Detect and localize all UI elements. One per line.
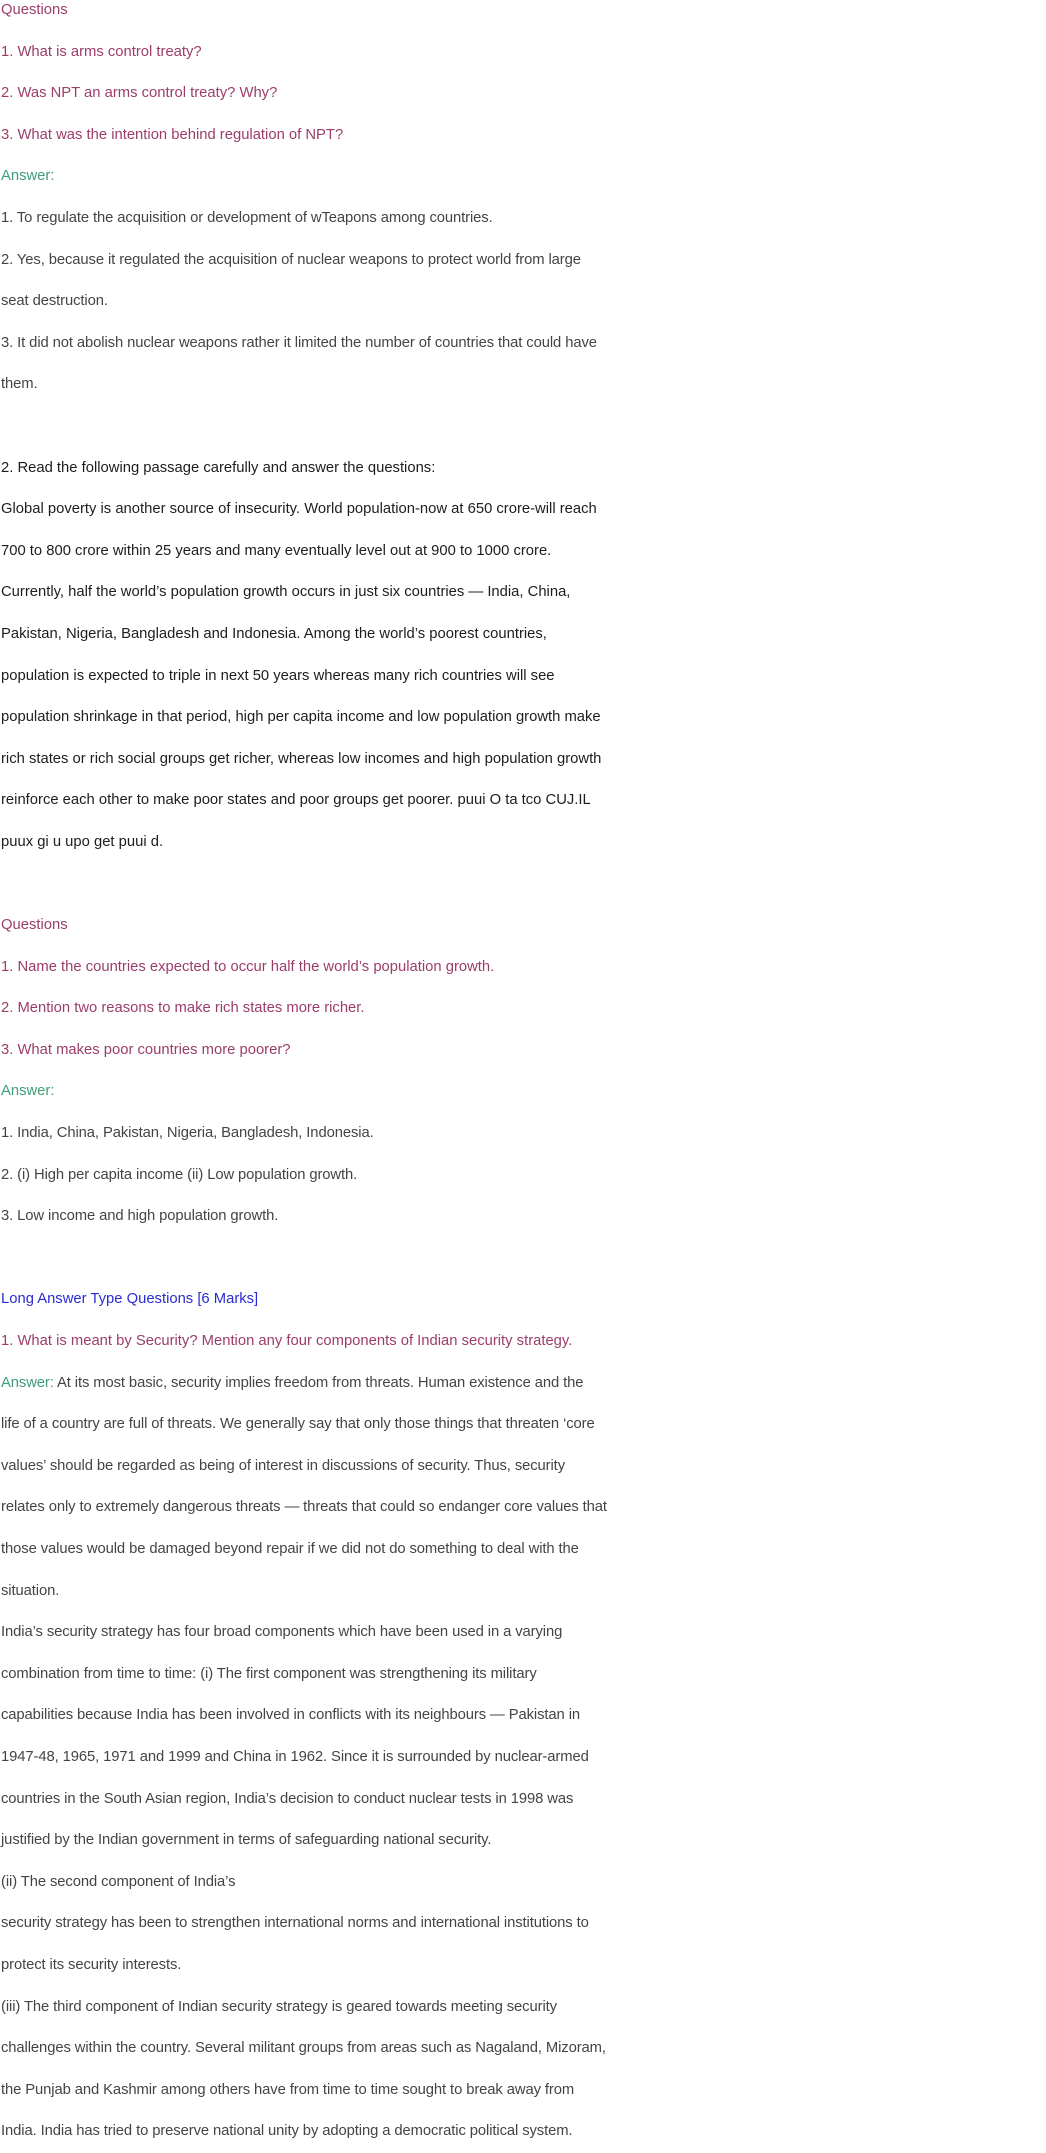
question-item: 3. What makes poor countries more poorer? <box>1 1041 291 1058</box>
answer-line: 2. (i) High per capita income (ii) Low population growth. <box>1 1166 358 1183</box>
answer-line: (ii) The second component of India’s <box>1 1873 236 1890</box>
answer-label: Answer: <box>1 1374 54 1391</box>
answer-line: those values would be damaged beyond repair if we did not do something to deal with the <box>1 1540 579 1557</box>
question-item: 1. What is meant by Security? Mention any four components of Indian security strategy. <box>1 1333 573 1349</box>
passage-line: 700 to 800 crore within 25 years and many eventually level out at 900 to 1000 crore. <box>1 542 552 559</box>
answer-line: (iii) The third component of Indian security strategy is geared towards meeting security <box>1 1998 557 2015</box>
answer-line: countries in the South Asian region, India’s decision to conduct nuclear tests in 1998 was <box>1 1790 574 1807</box>
answer-line: 1. To regulate the acquisition or development of wTeapons among countries. <box>1 209 493 226</box>
answer-line: justified by the Indian government in terms of safeguarding national security. <box>1 1832 492 1849</box>
answer-line: India. India has tried to preserve national unity by adopting a democratic political system. <box>1 2123 573 2140</box>
section-heading: Long Answer Type Questions [6 Marks] <box>1 1291 259 1308</box>
answer-line: them. <box>1 376 38 393</box>
answer-line: 1. India, China, Pakistan, Nigeria, Bangladesh, Indonesia. <box>1 1125 374 1142</box>
answer-line: values’ should be regarded as being of interest in discussions of security. Thus, security <box>1 1457 565 1474</box>
passage-line: reinforce each other to make poor states and poor groups get poorer. puui O ta tco CUJ.IL <box>1 792 591 809</box>
answer-line: protect its security interests. <box>1 1956 182 1973</box>
passage-line: population shrinkage in that period, high per capita income and low population growth make <box>1 709 601 726</box>
passage-line: population is expected to triple in next 50 years whereas many rich countries will see <box>1 667 555 684</box>
spacer <box>1 863 1046 905</box>
answer-label: Answer: <box>1 1083 55 1100</box>
answer-line: life of a country are full of threats. We generally say that only those things that threaten ‘core <box>1 1416 595 1433</box>
answer-text: At its most basic, security implies freedom from threats. Human existence and the <box>53 1374 584 1391</box>
answer-line: security strategy has been to strengthen international norms and international institutions to <box>1 1915 589 1932</box>
answer-line: challenges within the country. Several militant groups from areas such as Nagaland, Mizoram, <box>1 2040 606 2057</box>
answer-line: 3. Low income and high population growth. <box>1 1208 279 1225</box>
answer-line: capabilities because India has been involved in conflicts with its neighbours — Pakistan in <box>1 1707 581 1724</box>
questions-label: Questions <box>1 917 68 934</box>
passage-line: Global poverty is another source of insecurity. World population-now at 650 crore-will reach <box>1 501 597 518</box>
answer-label: Answer: <box>1 168 55 185</box>
answer-line: relates only to extremely dangerous threats — threats that could so endanger core values that <box>1 1499 607 1516</box>
questions-label: Questions <box>1 2 68 18</box>
answer-line: 2. Yes, because it regulated the acquisition of nuclear weapons to protect world from large <box>1 251 581 268</box>
passage-line: rich states or rich social groups get richer, whereas low incomes and high population growth <box>1 750 602 767</box>
answer-line: seat destruction. <box>1 293 108 310</box>
question-item: 2. Mention two reasons to make rich states more richer. <box>1 1000 365 1017</box>
passage-line: puux gi u upo get puui d. <box>1 833 164 850</box>
question-item: 1. What is arms control treaty? <box>1 43 202 60</box>
answer-line: India’s security strategy has four broad components which have been used in a varying <box>1 1624 563 1641</box>
question-item: 3. What was the intention behind regulation of NPT? <box>1 126 344 143</box>
passage-heading: 2. Read the following passage carefully and answer the questions: <box>1 459 436 476</box>
answer-line: combination from time to time: (i) The first component was strengthening its military <box>1 1665 537 1682</box>
passage-line: Currently, half the world’s population growth occurs in just six countries — India, China, <box>1 584 571 601</box>
question-item: 1. Name the countries expected to occur half the world’s population growth. <box>1 958 495 975</box>
answer-line: 1947-48, 1965, 1971 and 1999 and China in 1962. Since it is surrounded by nuclear-armed <box>1 1748 589 1765</box>
answer-first-line <box>1 1363 1046 1405</box>
spacer <box>1 1238 1046 1280</box>
spacer <box>1 406 1046 448</box>
question-item: 2. Was NPT an arms control treaty? Why? <box>1 85 278 102</box>
answer-line: situation. <box>1 1582 60 1599</box>
passage-line: Pakistan, Nigeria, Bangladesh and Indonesia. Among the world’s poorest countries, <box>1 625 547 642</box>
answer-line: 3. It did not abolish nuclear weapons rather it limited the number of countries that could have <box>1 334 597 351</box>
answer-line: the Punjab and Kashmir among others have from time to time sought to break away from <box>1 2081 575 2098</box>
